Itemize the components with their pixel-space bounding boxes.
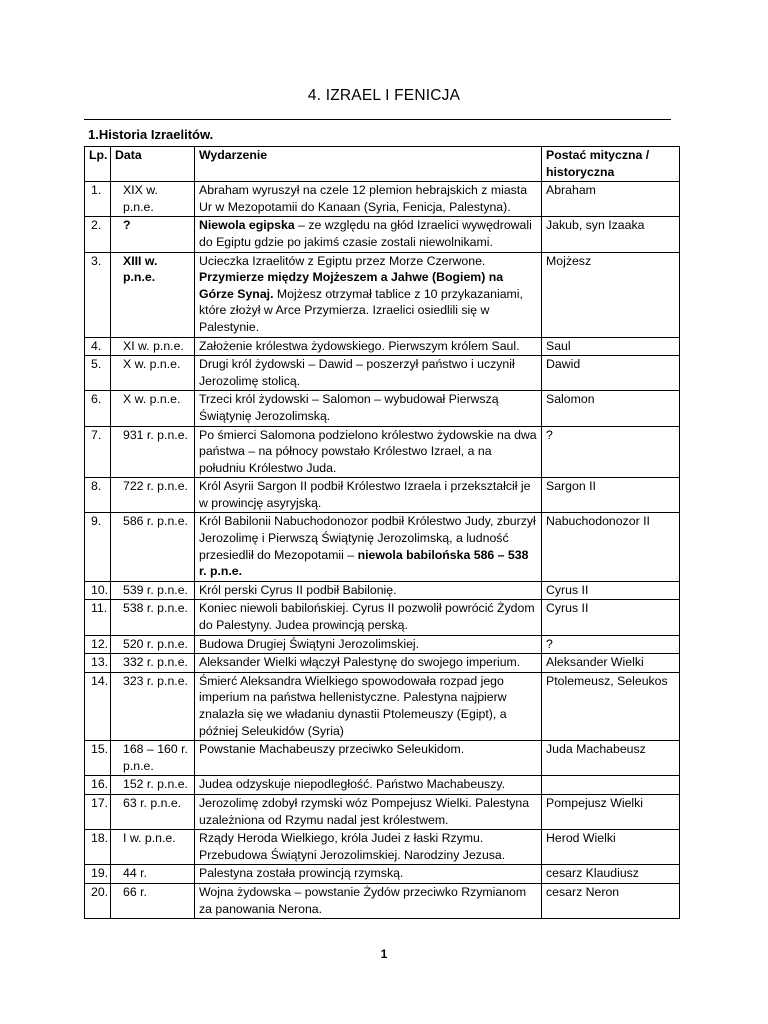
- event-text-segment: Jerozolimę zdobył rzymski wóz Pompejusz Wielki. Palestyna uzależniona od Rzymu nadal jest królestwem.: [199, 795, 530, 827]
- page-title: 4. IZRAEL I FENICJA: [307, 87, 461, 104]
- header-date: Data: [111, 147, 195, 182]
- cell-date: 63 r. p.n.e.: [111, 794, 195, 829]
- event-text-segment: Drugi król żydowski – Dawid – poszerzył państwo i uczynił Jerozolimę stolicą.: [199, 357, 515, 388]
- cell-date: X w. p.n.e.: [111, 391, 195, 426]
- table-row: [85, 252, 680, 337]
- cell-person: Jakub, syn Izaaka: [542, 217, 680, 252]
- cell-person: Juda Machabeusz: [542, 741, 680, 776]
- event-text-segment: Koniec niewoli babilońskiej. Cyrus II pozwolił powrócić Żydom do Palestyny. Judea prowincją perską.: [199, 601, 535, 633]
- event-text-segment: Wojna żydowska – powstanie Żydów przeciwko Rzymianom za panowania Nerona.: [199, 884, 527, 916]
- cell-lp: 10.: [85, 581, 111, 600]
- event-text-segment: Judea odzyskuje niepodległość. Państwo Machabeuszy.: [199, 777, 506, 792]
- cell-date: 332 r. p.n.e.: [111, 654, 195, 673]
- table-row: [85, 635, 680, 654]
- event-text-segment: Król Babilonii Nabuchodonozor podbił Królestwo Judy, zburzył Jerozolimę i Pierwszą Świątynię Jerozolimską, a ludność przesiedlił do Mezopotamii –: [199, 514, 536, 562]
- table-row: [85, 865, 680, 884]
- cell-event: [195, 883, 542, 918]
- cell-lp: 8.: [85, 478, 111, 513]
- event-text-segment: Mojżesz otrzymał tablice z 10 przykazaniami, które złożył w Arce Przymierza. Izraelici osiedlili się w Palestynie.: [199, 286, 523, 334]
- cell-event: [195, 830, 542, 865]
- cell-lp: 17.: [85, 794, 111, 829]
- cell-date: 520 r. p.n.e.: [111, 635, 195, 654]
- cell-lp: 19.: [85, 865, 111, 884]
- event-text-segment: Powstanie Machabeuszy przeciwko Seleukidom.: [199, 742, 465, 757]
- event-text-segment: Trzeci król żydowski – Salomon – wybudował Pierwszą Świątynię Jerozolimską.: [199, 392, 499, 423]
- cell-person: Cyrus II: [542, 581, 680, 600]
- table-header-row: [85, 147, 680, 182]
- cell-person: Abraham: [542, 182, 680, 217]
- cell-lp: 5.: [85, 356, 111, 391]
- table-row: [85, 217, 680, 252]
- table-row: [85, 356, 680, 391]
- cell-date: I w. p.n.e.: [111, 830, 195, 865]
- cell-event: [195, 635, 542, 654]
- table-row: [85, 776, 680, 795]
- cell-event: [195, 337, 542, 356]
- header-person: Postać mityczna / historyczna: [542, 147, 680, 182]
- cell-person: Salomon: [542, 391, 680, 426]
- table-row: [85, 478, 680, 513]
- table-row: [85, 182, 680, 217]
- cell-event: [195, 741, 542, 776]
- cell-person: ?: [542, 635, 680, 654]
- cell-lp: 3.: [85, 252, 111, 337]
- title-underline: [84, 119, 671, 120]
- cell-event: [195, 672, 542, 740]
- cell-event: [195, 865, 542, 884]
- table-row: [85, 654, 680, 673]
- event-text-segment: Śmierć Aleksandra Wielkiego spowodowała rozpad jego imperium na państwa hellenistyczne. Palestyna najpierw znalazła się we władaniu dynastii Ptolemeuszy (Egipt), a później Seleukidów (Syria): [199, 673, 507, 738]
- table-row: [85, 672, 680, 740]
- table-row: [85, 426, 680, 478]
- cell-person: Cyrus II: [542, 600, 680, 635]
- cell-event: [195, 581, 542, 600]
- cell-lp: 6.: [85, 391, 111, 426]
- event-text-segment: Abraham wyruszył na czele 12 plemion hebrajskich z miasta Ur w Mezopotamii do Kanaan (Syria, Fenicja, Palestyna).: [199, 183, 528, 214]
- cell-date: 586 r. p.n.e.: [111, 513, 195, 581]
- event-text-segment: Król perski Cyrus II podbił Babilonię.: [199, 582, 397, 597]
- table-row: [85, 741, 680, 776]
- cell-event: [195, 513, 542, 581]
- cell-person: Pompejusz Wielki: [542, 794, 680, 829]
- cell-person: Sargon II: [542, 478, 680, 513]
- cell-date: 323 r. p.n.e.: [111, 672, 195, 740]
- event-text-segment: niewola babilońska 586 – 538 r. p.n.e.: [199, 547, 529, 579]
- table-row: [85, 581, 680, 600]
- cell-date: 931 r. p.n.e.: [111, 426, 195, 478]
- cell-person: Dawid: [542, 356, 680, 391]
- table-row: [85, 600, 680, 635]
- page-number: 1: [380, 947, 388, 961]
- cell-event: [195, 426, 542, 478]
- cell-lp: 18.: [85, 830, 111, 865]
- event-text-segment: Budowa Drugiej Świątyni Jerozolimskiej.: [199, 636, 420, 651]
- cell-event: [195, 391, 542, 426]
- cell-event: [195, 654, 542, 673]
- cell-person: Aleksander Wielki: [542, 654, 680, 673]
- cell-date: X w. p.n.e.: [111, 356, 195, 391]
- cell-event: [195, 478, 542, 513]
- cell-lp: 16.: [85, 776, 111, 795]
- event-text-segment: Król Asyrii Sargon II podbił Królestwo Izraela i przekształcił je w prowincję asyryjską.: [199, 479, 531, 510]
- event-text-segment: – ze względu na głód Izraelici wywędrowali do Egiptu gdzie po jakimś czasie zostali niewolnikami.: [199, 218, 532, 249]
- event-text-segment: Palestyna została prowincją rzymską.: [199, 866, 404, 881]
- cell-date: 44 r.: [111, 865, 195, 884]
- cell-lp: 13.: [85, 654, 111, 673]
- cell-lp: 14.: [85, 672, 111, 740]
- cell-person: Nabuchodonozor II: [542, 513, 680, 581]
- cell-lp: 15.: [85, 741, 111, 776]
- cell-person: cesarz Neron: [542, 883, 680, 918]
- cell-person: Ptolemeusz, Seleukos: [542, 672, 680, 740]
- table-row: [85, 883, 680, 918]
- cell-date: ?: [111, 217, 195, 252]
- event-text-segment: Aleksander Wielki włączył Palestynę do swojego imperium.: [199, 655, 521, 670]
- cell-lp: 1.: [85, 182, 111, 217]
- cell-event: [195, 217, 542, 252]
- event-text-segment: Przymierze między Mojżeszem a Jahwe (Bogiem) na Górze Synaj.: [199, 270, 504, 301]
- cell-date: 539 r. p.n.e.: [111, 581, 195, 600]
- cell-lp: 4.: [85, 337, 111, 356]
- cell-date: XIX w. p.n.e.: [111, 182, 195, 217]
- header-lp: Lp.: [85, 147, 111, 182]
- table-row: [85, 830, 680, 865]
- event-text-segment: Ucieczka Izraelitów z Egiptu przez Morze Czerwone.: [199, 253, 486, 268]
- cell-lp: 11.: [85, 600, 111, 635]
- event-text-segment: Niewola egipska: [199, 218, 295, 233]
- section-title: 1.Historia Izraelitów.: [88, 127, 214, 142]
- cell-person: Saul: [542, 337, 680, 356]
- cell-date: XIII w. p.n.e.: [111, 252, 195, 337]
- cell-person: Herod Wielki: [542, 830, 680, 865]
- cell-date: XI w. p.n.e.: [111, 337, 195, 356]
- table-row: [85, 337, 680, 356]
- history-table: [84, 146, 680, 919]
- cell-lp: 9.: [85, 513, 111, 581]
- cell-date: 66 r.: [111, 883, 195, 918]
- cell-person: ?: [542, 426, 680, 478]
- cell-person: [542, 776, 680, 795]
- cell-event: [195, 252, 542, 337]
- cell-event: [195, 182, 542, 217]
- table-row: [85, 794, 680, 829]
- cell-person: cesarz Klaudiusz: [542, 865, 680, 884]
- cell-date: 168 – 160 r. p.n.e.: [111, 741, 195, 776]
- cell-lp: 7.: [85, 426, 111, 478]
- cell-event: [195, 600, 542, 635]
- event-text-segment: Rządy Heroda Wielkiego, króla Judei z łaski Rzymu. Przebudowa Świątyni Jerozolimskiej. Narodziny Jezusa.: [199, 831, 506, 862]
- cell-date: 152 r. p.n.e.: [111, 776, 195, 795]
- cell-event: [195, 776, 542, 795]
- cell-lp: 20.: [85, 883, 111, 918]
- cell-date: 722 r. p.n.e.: [111, 478, 195, 513]
- table-row: [85, 391, 680, 426]
- cell-event: [195, 794, 542, 829]
- cell-lp: 2.: [85, 217, 111, 252]
- cell-event: [195, 356, 542, 391]
- cell-person: Mojżesz: [542, 252, 680, 337]
- cell-lp: 12.: [85, 635, 111, 654]
- header-event: Wydarzenie: [195, 147, 542, 182]
- event-text-segment: Po śmierci Salomona podzielono królestwo żydowskie na dwa państwa – na północy powstało Królestwo Izrael, a na południu Królestwo Juda.: [199, 427, 537, 475]
- table-row: [85, 513, 680, 581]
- table-body: [85, 182, 680, 919]
- event-text-segment: Założenie królestwa żydowskiego. Pierwszym królem Saul.: [199, 338, 520, 353]
- cell-date: 538 r. p.n.e.: [111, 600, 195, 635]
